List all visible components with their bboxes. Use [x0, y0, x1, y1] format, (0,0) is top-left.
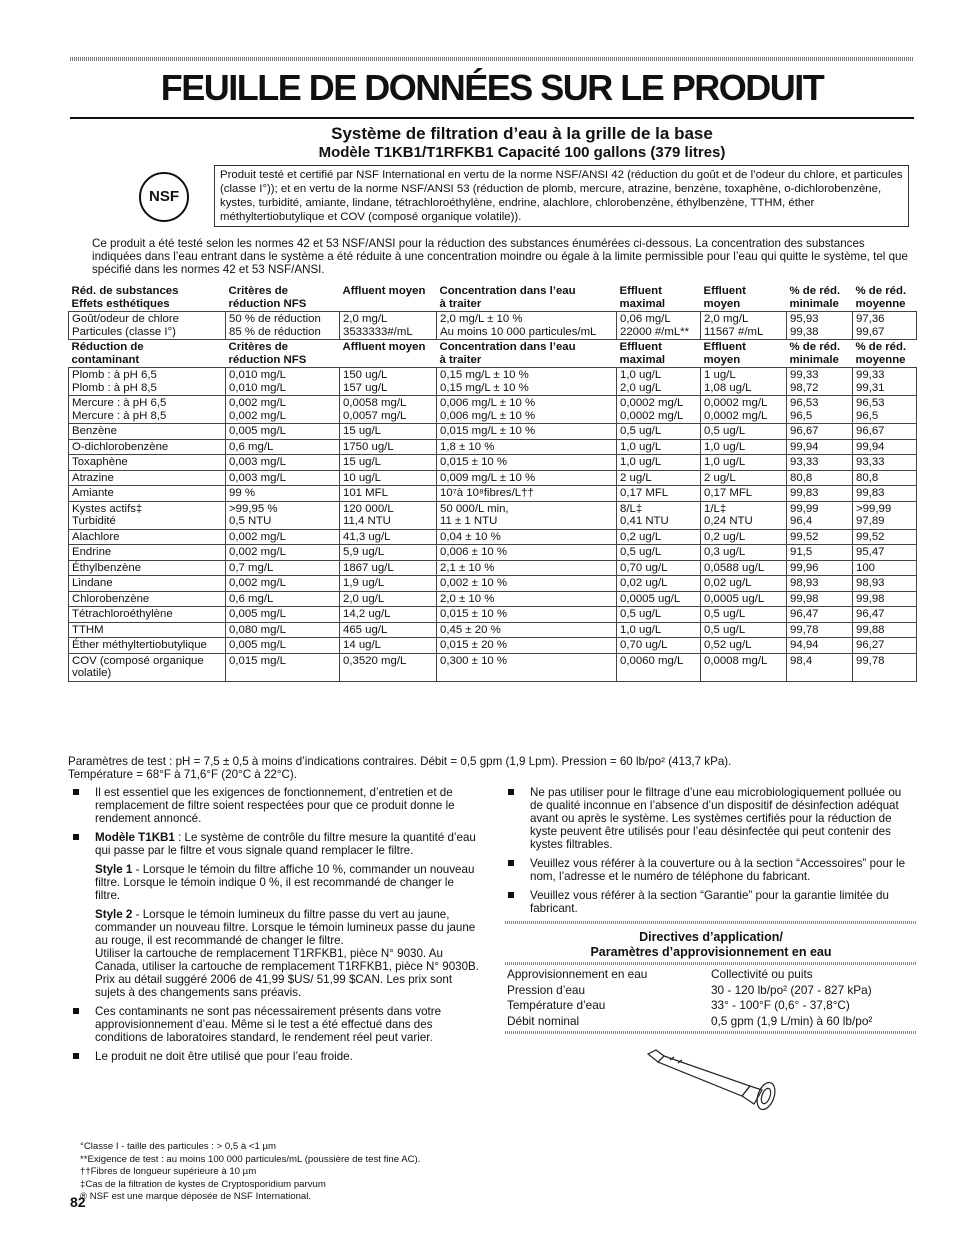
table-row [69, 638, 917, 654]
top-dotted-rule [70, 57, 914, 61]
table-cell: 0,015 ± 10 % [437, 455, 617, 471]
table-cell: 1/L‡ 0,24 NTU [701, 501, 787, 529]
table-cell: 8/L‡ 0,41 NTU [617, 501, 701, 529]
table-cell: 91,5 [787, 545, 853, 561]
table-cell: 0,009 mg/L ± 10 % [437, 470, 617, 486]
table-row [69, 455, 917, 471]
table-cell: 0,02 ug/L [701, 576, 787, 592]
replacement-paragraph: Utiliser la cartouche de remplacement T1RFKB1, pièce N° 9030. Au Canada, utiliser la cartouche de remplacement T1RFKB1, pièce N° 9030B. Prix au détail suggéré 2006 de 41,99 $US/ 51,99 $CAN. Les prix sont sujets à des changements sans préavis. [95, 947, 479, 999]
table-cell: 0,005 mg/L [226, 638, 340, 654]
style2-text: - Lorsque le témoin lumineux du filtre passe du vert au jaune, commander un nouveau filtre. Lorsque le témoin lumineux passe du jaune au rouge, il est recommandé de changer le filtre. [95, 908, 476, 947]
table-header-cell: Réduction de contaminant [71, 341, 144, 366]
table-cell: 0,0005 ug/L [617, 591, 701, 607]
table-cell: 0,5 ug/L [617, 424, 701, 440]
directives-row [505, 1014, 917, 1030]
table-cell: Toxaphène [69, 455, 226, 471]
table-cell: 14 ug/L [340, 638, 437, 654]
table-row [69, 312, 917, 340]
table-cell: 98,93 [853, 576, 917, 592]
table-cell: 96,47 [853, 607, 917, 623]
table-cell: 0,15 mg/L ± 10 % 0,15 mg/L ± 10 % [437, 368, 617, 396]
footnote: ‡Cas de la filtration de kystes de Cryptosporidium parvum [80, 1178, 326, 1190]
table-cell: 99,98 [853, 591, 917, 607]
table-cell: 2 ug/L [617, 470, 701, 486]
table-cell: 50 % de réduction 85 % de réduction [226, 312, 340, 340]
table-cell: 14,2 ug/L [340, 607, 437, 623]
footnote: °Classe I - taille des particules : > 0,5 à <1 µm [80, 1141, 276, 1152]
table-cell: 96,67 [853, 424, 917, 440]
table-cell: 99,52 [853, 529, 917, 545]
table-cell: >99,95 % 0,5 NTU [226, 501, 340, 529]
table-cell: 0,02 ug/L [617, 576, 701, 592]
table-header-cell: Critères de réduction NFS [228, 285, 307, 310]
table-cell: 0,0002 mg/L 0,0002 mg/L [617, 396, 701, 424]
style2-label: Style 2 [95, 908, 133, 921]
table-cell: 0,080 mg/L [226, 622, 340, 638]
table-cell: 99,88 [853, 622, 917, 638]
table-header-cell: Effluent moyen [703, 285, 746, 310]
right-column [505, 786, 917, 1036]
table-cell: 0,015 ± 10 % [437, 607, 617, 623]
table-cell: 99,94 [853, 439, 917, 455]
table-cell: 0,0005 ug/L [701, 591, 787, 607]
style1-paragraph [95, 863, 480, 902]
table-cell: Plomb : à pH 6,5 Plomb : à pH 8,5 [69, 368, 226, 396]
table-cell: 0,002 mg/L [226, 576, 340, 592]
bullet-microbio: Ne pas utiliser pour le filtrage d’une eau microbiologiquement polluée ou de qualité inconnue en l’absence d’un dispositif de désinfection adéquat avant ou après le système. Les systèmes certifiés pour la réduction de kyste peuvent être utilisés pour l’eau désinfectée qui peut contenir des kystes filtrables. [505, 786, 917, 851]
performance-data-table [68, 284, 917, 682]
table-cell: 2 ug/L [701, 470, 787, 486]
table-cell: 0,17 MFL [617, 486, 701, 502]
table-cell: 10⁷à 10⁸fibres/L†† [437, 486, 617, 502]
directives-row [505, 967, 917, 983]
table-cell: 0,002 mg/L [226, 529, 340, 545]
table-cell: 99,83 [787, 486, 853, 502]
bullet-warranty: Veuillez vous référer à la section “Garantie” pour la garantie limitée du fabricant. [505, 889, 917, 915]
bullet-manufacturer: Veuillez vous référer à la couverture ou à la section “Accessoires” pour le nom, l’adresse et le numéro de téléphone du fabricant. [505, 857, 917, 883]
style2-paragraph [95, 908, 480, 947]
table-cell: 95,47 [853, 545, 917, 561]
table-cell: 0,5 ug/L [701, 622, 787, 638]
table-cell: 0,003 mg/L [226, 470, 340, 486]
dotted-rule [505, 921, 917, 924]
table-header-cell: Réd. de substances Effets esthétiques [71, 285, 179, 310]
table-cell: Endrine [69, 545, 226, 561]
table-cell: 0,300 ± 10 % [437, 653, 617, 681]
table-cell: 99,83 [853, 486, 917, 502]
table-cell: 0,006 ± 10 % [437, 545, 617, 561]
table-row [69, 560, 917, 576]
table-header-cell: Concentration dans l’eau à traiter [439, 285, 576, 310]
table-cell: 101 MFL [340, 486, 437, 502]
table-cell: 0,3 ug/L [701, 545, 787, 561]
table-cell: 0,5 ug/L [701, 607, 787, 623]
table-cell: 2,0 mg/L 11567 #/mL [701, 312, 787, 340]
table-header-cell: Effluent moyen [703, 341, 746, 366]
table-cell: 93,33 [853, 455, 917, 471]
table-cell: 0,0008 mg/L [701, 653, 787, 681]
table-cell: 10 ug/L [340, 470, 437, 486]
table-cell: 41,3 ug/L [340, 529, 437, 545]
table-header-cell: Affluent moyen [342, 341, 426, 353]
table-cell: 1,9 ug/L [340, 576, 437, 592]
table-cell: O-dichlorobenzène [69, 439, 226, 455]
table-cell: 0,0060 mg/L [617, 653, 701, 681]
table-row [69, 424, 917, 440]
table-header-cell: Effluent maximal [619, 341, 666, 366]
table-cell: 1,8 ± 10 % [437, 439, 617, 455]
table-cell: Chlorobenzène [69, 591, 226, 607]
table-cell: 5,9 ug/L [340, 545, 437, 561]
table-header-cell: Affluent moyen [342, 285, 426, 297]
table-cell: 0,2 ug/L [701, 529, 787, 545]
table-cell: 0,5 ug/L [701, 424, 787, 440]
table-cell: 93,33 [787, 455, 853, 471]
table-header-row [69, 284, 917, 312]
table-row [69, 470, 917, 486]
table-cell: 0,2 ug/L [617, 529, 701, 545]
table-cell: 0,06 mg/L 22000 #/mL** [617, 312, 701, 340]
table-cell: 0,002 mg/L [226, 545, 340, 561]
table-cell: 1750 ug/L [340, 439, 437, 455]
table-row [69, 368, 917, 396]
table-cell: 0,0588 ug/L [701, 560, 787, 576]
table-cell: 2,0 ug/L [340, 591, 437, 607]
table-cell: 1,0 ug/L [617, 622, 701, 638]
directives-title-line1: Directives d’application/ [639, 930, 783, 944]
directives-label: Débit nominal [507, 1013, 580, 1028]
table-cell: 99,99 96,4 [787, 501, 853, 529]
table-cell: 0,003 mg/L [226, 455, 340, 471]
table-header-row [69, 340, 917, 368]
table-cell: 1,0 ug/L [617, 439, 701, 455]
table-cell: 0,005 mg/L [226, 607, 340, 623]
table-cell: 1,0 ug/L [617, 455, 701, 471]
table-cell: 0,45 ± 20 % [437, 622, 617, 638]
test-parameters-line1: Paramètres de test : pH = 7,5 ± 0,5 à moins d’indications contraires. Débit = 0,5 gpm (1,9 Lpm). Pression = 60 lb/po² (413,7 kPa). [68, 755, 732, 768]
table-cell: 94,94 [787, 638, 853, 654]
dotted-rule [505, 1031, 917, 1034]
table-cell: 0,006 mg/L ± 10 % 0,006 mg/L ± 10 % [437, 396, 617, 424]
directives-value: 30 - 120 lb/po² (207 - 827 kPa) [711, 982, 872, 997]
table-row [69, 545, 917, 561]
model-capacity-line: Modèle T1KB1/T1RFKB1 Capacité 100 gallons (379 litres) [318, 144, 726, 161]
directives-label: Pression d’eau [507, 982, 586, 997]
table-cell: 99 % [226, 486, 340, 502]
table-cell: Lindane [69, 576, 226, 592]
table-row [69, 622, 917, 638]
table-cell: 99,33 98,72 [787, 368, 853, 396]
test-parameters [68, 755, 916, 781]
table-cell: 99,98 [787, 591, 853, 607]
intro-paragraph: Ce produit a été testé selon les normes 42 et 53 NSF/ANSI pour la réduction des substances énumérées ci-dessous. La concentration des substances indiquées dans l’eau entrant dans le système a été réduite à une concentration moindre ou égale à la limite permissible pour l’eau qui quitte le système, tel que spécifié dans les normes 42 et 53 NSF/ANSI. [92, 237, 908, 276]
table-cell: TTHM [69, 622, 226, 638]
left-column [70, 786, 480, 1069]
table-cell: 0,0058 mg/L 0,0057 mg/L [340, 396, 437, 424]
bullet-model-t1kb1 [70, 831, 480, 999]
table-cell: 15 ug/L [340, 455, 437, 471]
table-cell: Alachlore [69, 529, 226, 545]
table-cell: Éther méthyltertiobutylique [69, 638, 226, 654]
table-row [69, 396, 917, 424]
table-cell: 0,04 ± 10 % [437, 529, 617, 545]
table-cell: 0,17 MFL [701, 486, 787, 502]
table-row [69, 486, 917, 502]
table-cell: 1867 ug/L [340, 560, 437, 576]
table-cell: 0,010 mg/L 0,010 mg/L [226, 368, 340, 396]
table-cell: 150 ug/L 157 ug/L [340, 368, 437, 396]
table-cell: 0,52 ug/L [701, 638, 787, 654]
table-header-cell: % de réd. minimale [789, 285, 841, 310]
style1-text: - Lorsque le témoin du filtre affiche 10 %, commander un nouveau filtre. Lorsque le témoin indique 0 %, il est recommandé de changer le filtre. [95, 863, 475, 902]
table-cell: 96,53 96,5 [787, 396, 853, 424]
title-rule [70, 117, 914, 119]
footnote: ® NSF est une marque déposée de NSF International. [80, 1191, 312, 1202]
table-cell: 465 ug/L [340, 622, 437, 638]
table-row [69, 607, 917, 623]
footnote: ††Fibres de longueur supérieure à 10 µm [80, 1166, 257, 1177]
directives-label: Approvisionnement en eau [507, 967, 648, 981]
table-row [69, 591, 917, 607]
table-cell: 1,0 ug/L 2,0 ug/L [617, 368, 701, 396]
table-header-cell: Concentration dans l’eau à traiter [439, 341, 576, 366]
page-number: 82 [70, 1194, 86, 1210]
table-cell: Goût/odeur de chlore Particules (classe I°) [69, 312, 226, 340]
nsf-logo-icon: NSF [139, 172, 189, 222]
table-cell: 0,6 mg/L [226, 439, 340, 455]
table-cell: 0,005 mg/L [226, 424, 340, 440]
directives-table [505, 967, 917, 1029]
table-cell: Amiante [69, 486, 226, 502]
table-cell: 95,93 99,38 [787, 312, 853, 340]
table-header-cell: % de réd. minimale [789, 341, 841, 366]
table-cell: 99,96 [787, 560, 853, 576]
table-cell: 0,015 mg/L [226, 653, 340, 681]
directives-value: 33° - 100°F (0,6° - 37,8°C) [711, 998, 850, 1013]
table-cell: 0,6 mg/L [226, 591, 340, 607]
table-cell: 0,002 ± 10 % [437, 576, 617, 592]
directives-row [505, 983, 917, 999]
table-cell: 0,70 ug/L [617, 560, 701, 576]
table-row [69, 653, 917, 681]
test-parameters-line2: Température = 68°F à 71,6°F (20°C à 22°C). [68, 768, 297, 781]
table-cell: 2,0 ± 10 % [437, 591, 617, 607]
table-cell: Mercure : à pH 6,5 Mercure : à pH 8,5 [69, 396, 226, 424]
table-header-cell: Effluent maximal [619, 285, 666, 310]
table-cell: Tétrachloroéthylène [69, 607, 226, 623]
table-row [69, 439, 917, 455]
table-cell: 2,0 mg/L ± 10 % Au moins 10 000 particules/mL [437, 312, 617, 340]
directives-value: Collectivité ou puits [711, 967, 813, 981]
bullet-requirements: Il est essentiel que les exigences de fonctionnement, d’entretien et de remplacement de filtre soient respectées pour que ce produit donne le rendement annoncé. [70, 786, 480, 825]
footnotes [80, 1141, 580, 1204]
filter-cartridge-icon [640, 1046, 790, 1116]
table-cell: 120 000/L 11,4 NTU [340, 501, 437, 529]
table-cell: 0,5 ug/L [617, 545, 701, 561]
table-cell: Éthylbenzène [69, 560, 226, 576]
table-cell: 100 [853, 560, 917, 576]
table-cell: Kystes actifs‡ Turbidité [69, 501, 226, 529]
table-cell: 1,0 ug/L [701, 439, 787, 455]
table-cell: 1,0 ug/L [701, 455, 787, 471]
directives-row [505, 998, 917, 1014]
bullet-cold-water: Le produit ne doit être utilisé que pour l’eau froide. [70, 1050, 480, 1063]
directives-label: Température d’eau [507, 998, 606, 1013]
bullet-contaminants: Ces contaminants ne sont pas nécessairement présents dans votre approvisionnement d’eau. Même si le test a été effectué dans des conditions de laboratoires standard, le rendement réel peut varier. [70, 1005, 480, 1044]
table-cell: 0,5 ug/L [617, 607, 701, 623]
directives-title-line2: Paramètres d’approvisionnement en eau [590, 945, 832, 959]
table-cell: 96,27 [853, 638, 917, 654]
section-subtitle: Système de filtration d’eau à la grille de la base [331, 124, 713, 143]
certification-box: Produit testé et certifié par NSF International en vertu de la norme NSF/ANSI 42 (réduction du goût et de l’odeur du chlore, et particules (classe I°)); et en vertu de la norme NSF/ANSI 53 (réduction de plomb, mercure, atrazine, benzène, toxaphène, o-dichlorobenzène, kystes, turbidité, amiante, lindane, tétrachloroéthylène, endrine, alachlore, chlorobenzène, éthylbenzène, TTHM, éther méthyltertiobutylique et COV (composé organique volatile)). [214, 165, 909, 227]
table-cell: 2,0 mg/L 3533333#/mL [340, 312, 437, 340]
directives-value: 0,5 gpm (1,9 L/min) à 60 lb/po² [711, 1013, 873, 1028]
table-cell: 0,002 mg/L 0,002 mg/L [226, 396, 340, 424]
table-cell: 2,1 ± 10 % [437, 560, 617, 576]
table-cell: 15 ug/L [340, 424, 437, 440]
footnote: **Exigence de test : au moins 100 000 particules/mL (poussière de test fine AC). [80, 1153, 421, 1165]
table-cell: 0,015 mg/L ± 10 % [437, 424, 617, 440]
table-cell: 96,53 96,5 [853, 396, 917, 424]
table-row [69, 576, 917, 592]
model-text: : Le système de contrôle du filtre mesure la quantité d’eau qui passe par le filtre et vous signale quand remplacer le filtre. [95, 831, 476, 857]
table-row [69, 501, 917, 529]
table-cell: 0,3520 mg/L [340, 653, 437, 681]
table-cell: 0,70 ug/L [617, 638, 701, 654]
table-cell: 1 ug/L 1,08 ug/L [701, 368, 787, 396]
dotted-rule [505, 962, 917, 965]
table-cell: Benzène [69, 424, 226, 440]
table-cell: 99,33 99,31 [853, 368, 917, 396]
table-cell: 99,78 [853, 653, 917, 681]
table-cell: 99,52 [787, 529, 853, 545]
table-cell: 98,93 [787, 576, 853, 592]
table-cell: Atrazine [69, 470, 226, 486]
table-cell: 99,94 [787, 439, 853, 455]
directives-title [505, 930, 917, 960]
table-header-cell: Critères de réduction NFS [228, 341, 307, 366]
table-cell: 80,8 [853, 470, 917, 486]
page-title: FEUILLE DE DONNÉES SUR LE PRODUIT [160, 67, 824, 108]
table-cell: 98,4 [787, 653, 853, 681]
table-cell: 97,36 99,67 [853, 312, 917, 340]
table-cell: 96,47 [787, 607, 853, 623]
table-header-cell: % de réd. moyenne [855, 341, 907, 366]
table-row [69, 529, 917, 545]
style1-label: Style 1 [95, 863, 133, 876]
table-cell: 50 000/L min, 11 ± 1 NTU [437, 501, 617, 529]
model-label: Modèle T1KB1 [95, 831, 175, 844]
table-cell: 0,0002 mg/L 0,0002 mg/L [701, 396, 787, 424]
table-cell: 80,8 [787, 470, 853, 486]
table-header-cell: % de réd. moyenne [855, 285, 907, 310]
table-cell: COV (composé organique volatile) [69, 653, 226, 681]
table-cell: 0,015 ± 20 % [437, 638, 617, 654]
table-cell: 96,67 [787, 424, 853, 440]
table-cell: 99,78 [787, 622, 853, 638]
table-cell: 0,7 mg/L [226, 560, 340, 576]
table-cell: >99,99 97,89 [853, 501, 917, 529]
